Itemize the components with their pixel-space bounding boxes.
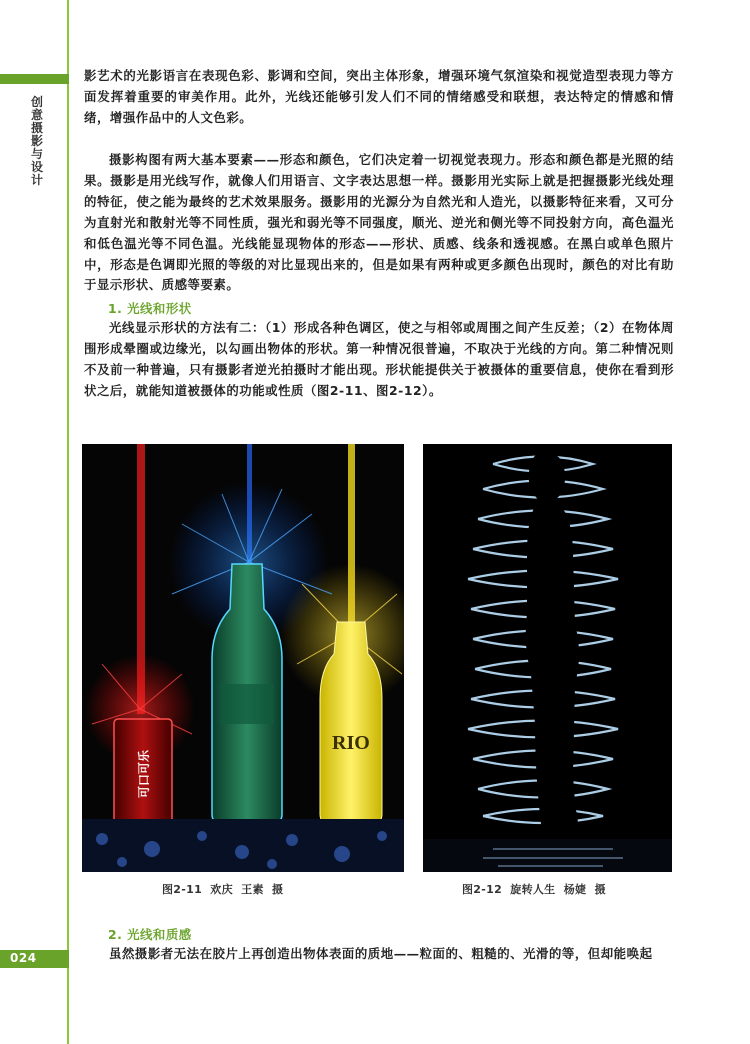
figure-2-11-photo	[82, 444, 404, 872]
chapter-tab	[0, 74, 69, 84]
margin-rule	[67, 0, 69, 1044]
paragraph-4: 虽然摄影者无法在胶片上再创造出物体表面的质地——粒面的、粗糙的、光滑的等，但却能唤起	[109, 946, 653, 961]
figure-2-12-photo	[423, 444, 672, 872]
paragraph-2: 摄影构图有两大基本要素——形态和颜色，它们决定着一切视觉表现力。形态和颜色都是光照的结果。摄影是用光线写作，就像人们用语言、文字表达思想一样。摄影用光实际上就是把握摄影光线处理的特征，使之能为最终的艺术效果服务。摄影用的光源分为自然光和人造光，以摄影特征来看，又可分为直射光和散射光等不同性质，强光和弱光等不同强度，顺光、逆光和侧光等不同投射方向，高色温光和低色温光等不同色温。光线能显现物体的形态——形状、质感、线条和透视感。在黑白或单色照片中，形态是色调即光照的等级的对比显现出来的，但是如果有两种或更多颜色出现时，颜色的对比有助于显示形状、质感等要素。	[84, 152, 674, 293]
bottle-brand-text: RIO	[332, 732, 370, 754]
figure-2-11-caption: 图2-11 欢庆 王素 摄	[162, 883, 284, 896]
page-number: 024	[10, 951, 37, 965]
paragraph-1: 影艺术的光影语言在表现色彩、影调和空间，突出主体形象，增强环境气氛渲染和视觉造型表现力等方面发挥着重要的审美作用。此外，光线还能够引发人们不同的情绪感受和联想，表达特定的情感和情绪，增强作品中的人文色彩。	[84, 68, 674, 125]
figure-2-12-caption: 图2-12 旋转人生 杨婕 摄	[462, 883, 606, 896]
paragraph-3: 光线显示形状的方法有二：（1）形成各种色调区，使之与相邻或周围之间产生反差；（2）在物体周围形成晕圈或边缘光，以勾画出物体的形状。第一种情况很普遍，不取决于光线的方向。第二种情况则不及前一种普遍，只有摄影者逆光拍摄时才能出现。形状能提供关于被摄体的重要信息，使你在看到形状之后，就能知道被摄体的功能或性质（图2-11、图2-12）。	[84, 320, 674, 398]
section-heading-texture: 2. 光线和质感	[108, 927, 192, 942]
section-heading-shape: 1. 光线和形状	[108, 301, 192, 316]
can-text: 可口可乐	[137, 749, 151, 799]
spinning-light-silhouette-image	[423, 444, 672, 872]
chapter-title: 创意摄影与设计	[30, 95, 43, 187]
celebration-bottles-image	[82, 444, 404, 872]
